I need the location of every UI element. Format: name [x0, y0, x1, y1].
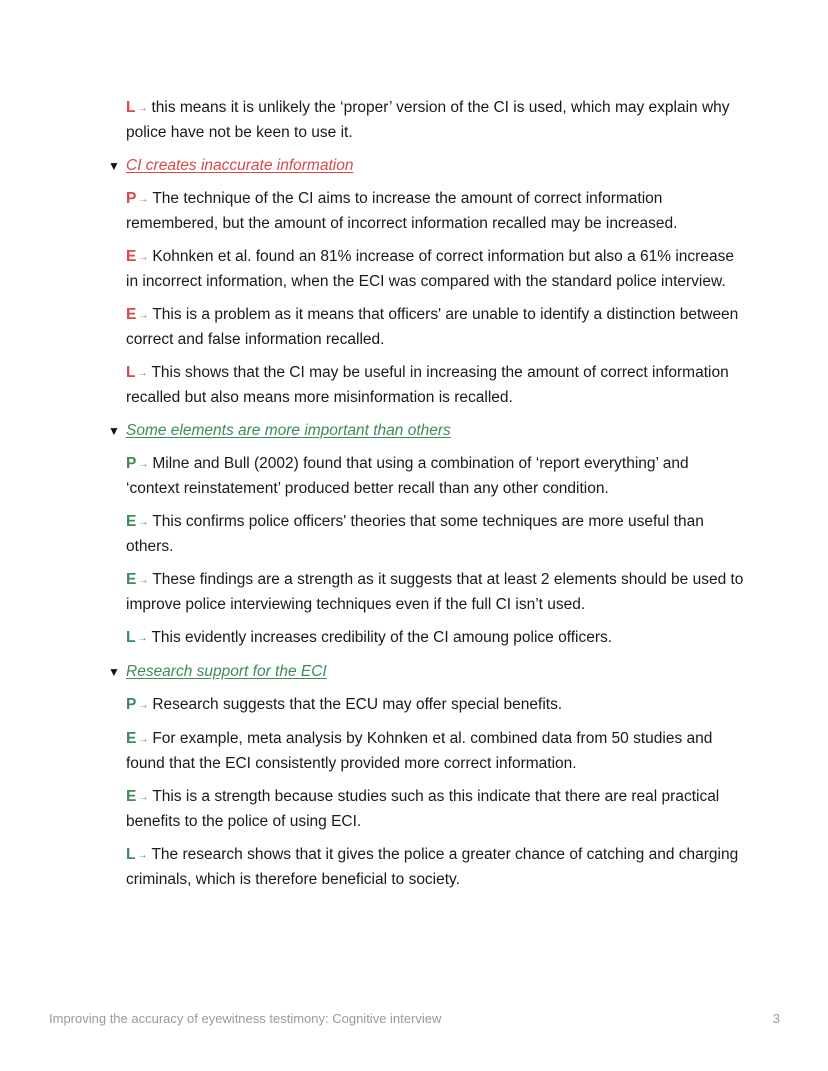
paragraph-text: The technique of the CI aims to increase the amount of correct information remembered, but the amount of incorrect information recalled may be increased.	[126, 190, 678, 232]
link-paragraph	[126, 361, 746, 410]
arrow-icon: →	[138, 575, 149, 586]
page-footer	[49, 1011, 780, 1026]
arrow-icon: →	[138, 517, 149, 528]
peel-tag-evidence: E	[126, 248, 137, 265]
arrow-icon: →	[138, 734, 149, 745]
arrow-icon: →	[137, 850, 148, 861]
point-paragraph	[126, 187, 746, 236]
arrow-icon: →	[138, 194, 149, 205]
section-heading-research-support[interactable]	[108, 660, 746, 684]
arrow-icon: →	[137, 368, 148, 379]
link-paragraph	[126, 843, 746, 892]
paragraph-text: For example, meta analysis by Kohnken et al. combined data from 50 studies and found that the ECI consistently provided more correct information.	[126, 730, 713, 772]
collapse-triangle-icon[interactable]: ▼	[108, 424, 120, 438]
section-heading-link[interactable]: Some elements are more important than others	[126, 422, 451, 439]
evidence-paragraph	[126, 727, 746, 776]
peel-tag-explanation: E	[126, 571, 137, 588]
arrow-icon: →	[137, 103, 148, 114]
paragraph-text: Research suggests that the ECU may offer special benefits.	[152, 696, 563, 713]
collapse-triangle-icon[interactable]: ▼	[108, 665, 120, 679]
link-paragraph	[126, 626, 746, 651]
footer-document-title: Improving the accuracy of eyewitness testimony: Cognitive interview	[49, 1011, 442, 1026]
section-heading-link[interactable]: CI creates inaccurate information	[126, 157, 354, 174]
point-paragraph	[126, 693, 746, 718]
peel-tag-link: L	[126, 364, 136, 381]
evidence-paragraph	[126, 245, 746, 294]
paragraph-text: This confirms police officers' theories that some techniques are more useful than others.	[126, 513, 704, 555]
document-body	[108, 96, 746, 901]
section-heading-link[interactable]: Research support for the ECI	[126, 663, 327, 680]
arrow-icon: →	[138, 252, 149, 263]
section-heading-ci-inaccurate[interactable]	[108, 154, 746, 178]
peel-tag-link: L	[126, 629, 136, 646]
paragraph-text: this means it is unlikely the ‘proper’ version of the CI is used, which may explain why police have not be keen to use it.	[126, 99, 730, 141]
explanation-paragraph	[126, 785, 746, 834]
paragraph-text: This is a strength because studies such as this indicate that there are real practical benefits to the police of using ECI.	[126, 788, 720, 830]
paragraph-text: Kohnken et al. found an 81% increase of correct information but also a 61% increase in incorrect information, when the ECI was compared with the standard police interview.	[126, 248, 734, 290]
page-number: 3	[772, 1011, 780, 1026]
peel-tag-evidence: E	[126, 513, 137, 530]
paragraph-text: These findings are a strength as it suggests that at least 2 elements should be used to improve police interviewing techniques even if the full CI isn’t used.	[126, 571, 744, 613]
peel-tag-point: P	[126, 190, 137, 207]
arrow-icon: →	[138, 700, 149, 711]
point-paragraph	[126, 452, 746, 501]
peel-tag-point: P	[126, 455, 137, 472]
arrow-icon: →	[138, 310, 149, 321]
section-heading-elements-importance[interactable]	[108, 419, 746, 443]
collapse-triangle-icon[interactable]: ▼	[108, 159, 120, 173]
explanation-paragraph	[126, 303, 746, 352]
paragraph-text: The research shows that it gives the police a greater chance of catching and charging criminals, which is therefore beneficial to society.	[126, 846, 739, 888]
paragraph-text: This shows that the CI may be useful in increasing the amount of correct information recalled but also means more misinformation is recalled.	[126, 364, 729, 406]
evidence-paragraph	[126, 510, 746, 559]
peel-tag-explanation: E	[126, 306, 137, 323]
arrow-icon: →	[138, 792, 149, 803]
arrow-icon: →	[138, 459, 149, 470]
peel-tag-evidence: E	[126, 730, 137, 747]
peel-tag-point: P	[126, 696, 137, 713]
arrow-icon: →	[137, 633, 148, 644]
paragraph-text: This is a problem as it means that officers' are unable to identify a distinction between correct and false information recalled.	[126, 306, 739, 348]
paragraph-text: This evidently increases credibility of the CI amoung police officers.	[151, 629, 613, 646]
peel-tag-link: L	[126, 99, 136, 116]
paragraph-text: Milne and Bull (2002) found that using a combination of ‘report everything’ and ‘context reinstatement’ produced better recall than any other condition.	[126, 455, 689, 497]
intro-paragraph	[126, 96, 746, 145]
peel-tag-link: L	[126, 846, 136, 863]
explanation-paragraph	[126, 568, 746, 617]
peel-tag-explanation: E	[126, 788, 137, 805]
